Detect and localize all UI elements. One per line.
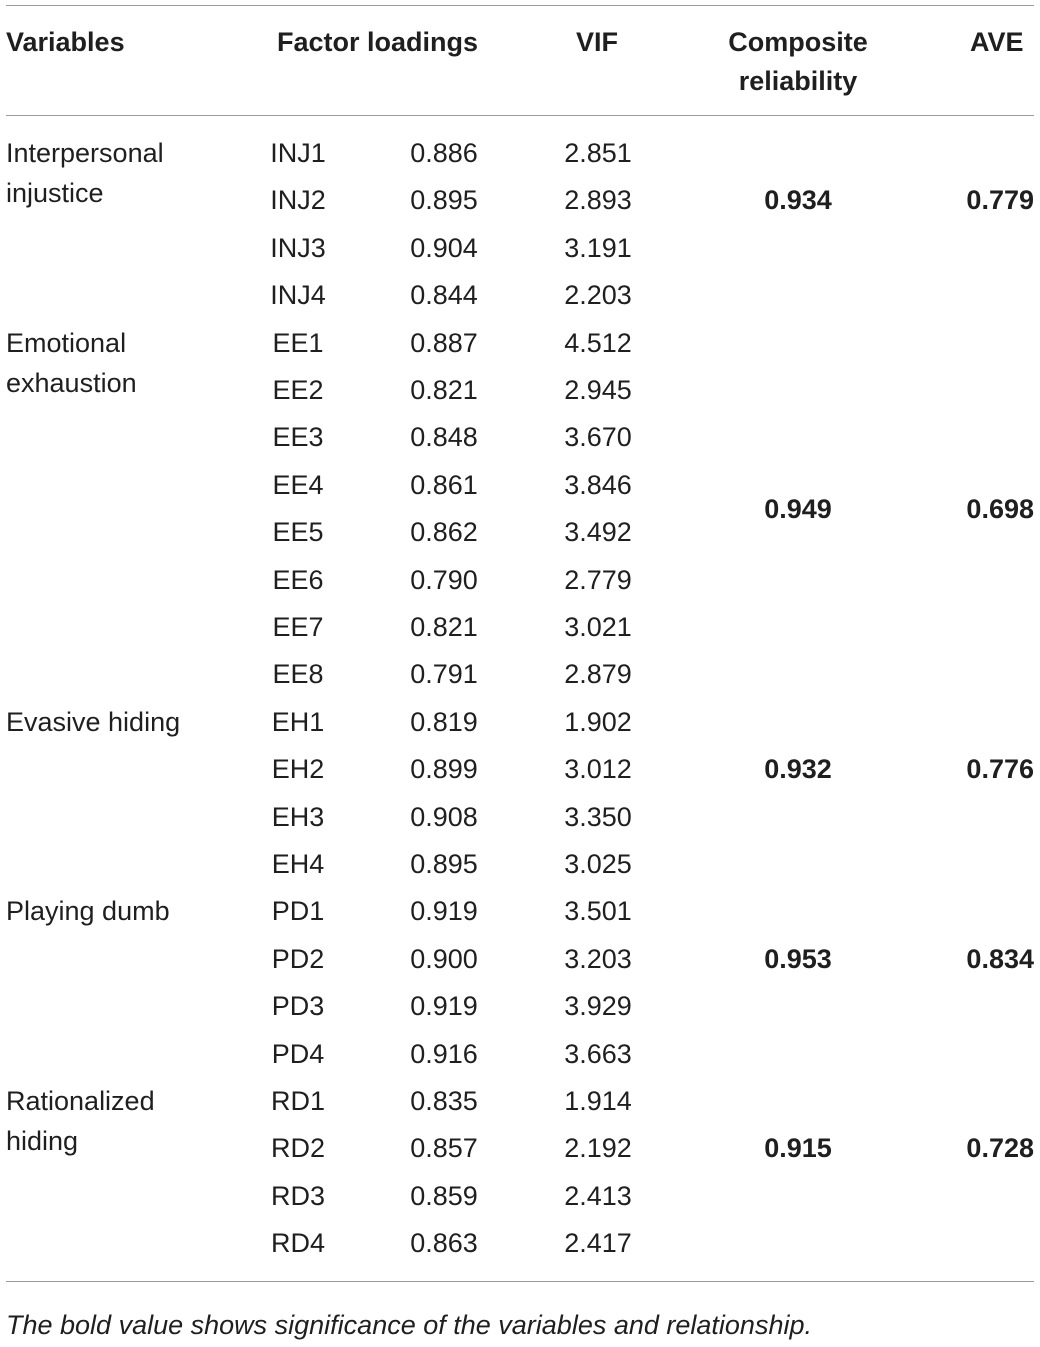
item-loading: 0.821 <box>410 612 478 642</box>
item-loading: 0.919 <box>410 896 478 927</box>
header-rule <box>6 115 1034 116</box>
item-loading: 0.863 <box>410 1228 478 1259</box>
item-vif: 3.350 <box>564 801 632 832</box>
item-code: EH4 <box>271 849 325 879</box>
item-loading: 0.859 <box>410 1180 478 1211</box>
ave-value: 0.834 <box>966 943 1034 974</box>
item-vif: 3.663 <box>564 1038 632 1069</box>
item-loading: 0.862 <box>410 517 478 548</box>
item-code: RD3 <box>270 1180 325 1211</box>
composite-reliability-value: 0.932 <box>764 754 832 785</box>
header-composite-line2: reliability <box>738 66 858 96</box>
item-loading: 0.900 <box>410 943 478 974</box>
variable-name <box>6 323 137 403</box>
item-code: RD4 <box>270 1228 325 1259</box>
item-code: INJ3 <box>270 232 326 263</box>
ave-value: 0.698 <box>966 493 1034 524</box>
item-loading: 0.895 <box>410 185 478 216</box>
item-vif: 2.851 <box>564 138 632 168</box>
item-loading: 0.790 <box>410 564 478 595</box>
item-loading: 0.861 <box>410 469 478 500</box>
variable-name-line1: Evasive hiding <box>6 706 181 737</box>
item-vif: 3.501 <box>564 896 632 927</box>
variable-name-line1: Interpersonal <box>6 138 164 168</box>
item-code: EE3 <box>272 422 324 453</box>
item-code: INJ1 <box>270 138 326 168</box>
item-code: EE4 <box>272 469 324 500</box>
item-vif: 2.203 <box>564 280 632 311</box>
variable-name-line2: exhaustion <box>6 367 137 398</box>
item-vif: 3.492 <box>564 517 632 548</box>
item-loading: 0.819 <box>410 706 478 737</box>
variable-name-line2: injustice <box>6 178 104 208</box>
item-loading: 0.916 <box>410 1038 478 1069</box>
variable-name-line1: Emotional <box>6 327 127 358</box>
header-vif: VIF <box>576 27 619 57</box>
item-vif: 3.191 <box>564 232 632 263</box>
item-loading: 0.908 <box>410 801 478 832</box>
item-code: EE5 <box>272 517 324 548</box>
item-code: EE7 <box>272 612 324 642</box>
top-rule <box>6 5 1034 6</box>
item-loading: 0.821 <box>410 375 478 405</box>
item-vif: 3.846 <box>564 469 632 500</box>
item-vif: 2.893 <box>564 185 632 216</box>
item-loading: 0.844 <box>410 280 478 311</box>
item-loading: 0.857 <box>410 1133 478 1164</box>
item-vif: 3.021 <box>564 612 632 642</box>
item-vif: 3.203 <box>564 943 632 974</box>
header-composite-line1: Composite <box>728 27 868 57</box>
table-footnote: The bold value shows significance of the variables and relationship. <box>6 1310 812 1340</box>
ave-value: 0.779 <box>966 185 1034 216</box>
item-loading: 0.791 <box>410 659 478 690</box>
ave-value: 0.728 <box>966 1133 1034 1164</box>
header-ave: AVE <box>970 27 1024 57</box>
item-vif: 3.670 <box>564 422 632 453</box>
item-loading: 0.904 <box>410 232 478 263</box>
composite-reliability-value: 0.949 <box>764 493 832 524</box>
item-code: PD4 <box>271 1038 325 1069</box>
header-factor-loadings: Factor loadings <box>277 27 479 57</box>
composite-reliability-value: 0.953 <box>764 943 832 974</box>
variable-name <box>6 133 164 213</box>
item-code: EE1 <box>272 327 324 358</box>
item-loading: 0.919 <box>410 991 478 1022</box>
item-loading: 0.848 <box>410 422 478 453</box>
variable-name <box>6 702 180 742</box>
variable-name-line1: Playing dumb <box>6 896 170 927</box>
item-vif: 4.512 <box>564 327 632 358</box>
composite-reliability-value: 0.915 <box>764 1133 832 1164</box>
item-vif: 1.902 <box>564 706 632 737</box>
item-code: EH2 <box>271 754 325 785</box>
variable-name-line2: hiding <box>6 1126 79 1156</box>
item-loading: 0.899 <box>410 754 478 785</box>
item-loading: 0.887 <box>410 327 478 358</box>
item-code: RD2 <box>270 1133 325 1164</box>
header-variables: Variables <box>6 27 125 57</box>
item-vif: 3.929 <box>564 991 632 1022</box>
item-vif: 1.914 <box>564 1086 632 1116</box>
item-vif: 2.879 <box>564 659 632 690</box>
item-vif: 2.417 <box>564 1228 632 1259</box>
variable-name <box>6 1081 155 1161</box>
item-vif: 2.192 <box>564 1133 632 1164</box>
item-loading: 0.886 <box>410 138 478 168</box>
item-vif: 3.025 <box>564 849 632 879</box>
item-code: EE8 <box>272 659 324 690</box>
item-vif: 2.413 <box>564 1180 632 1211</box>
item-code: INJ2 <box>270 185 326 216</box>
ave-value: 0.776 <box>966 754 1034 785</box>
item-code: RD1 <box>270 1086 325 1116</box>
item-vif: 2.779 <box>564 564 632 595</box>
variable-name-line1: Rationalized <box>6 1086 155 1116</box>
item-code: EH1 <box>271 706 325 737</box>
composite-reliability-value: 0.934 <box>764 185 832 216</box>
item-code: INJ4 <box>270 280 326 311</box>
item-code: PD3 <box>271 991 325 1022</box>
item-code: PD1 <box>271 896 325 927</box>
item-loading: 0.895 <box>410 849 478 879</box>
item-code: PD2 <box>271 943 325 974</box>
bottom-rule <box>6 1281 1034 1282</box>
item-code: EH3 <box>271 801 325 832</box>
item-loading: 0.835 <box>410 1086 478 1116</box>
variable-name <box>6 891 170 931</box>
item-code: EE2 <box>272 375 324 405</box>
item-code: EE6 <box>272 564 324 595</box>
item-vif: 2.945 <box>564 375 632 405</box>
item-vif: 3.012 <box>564 754 632 785</box>
